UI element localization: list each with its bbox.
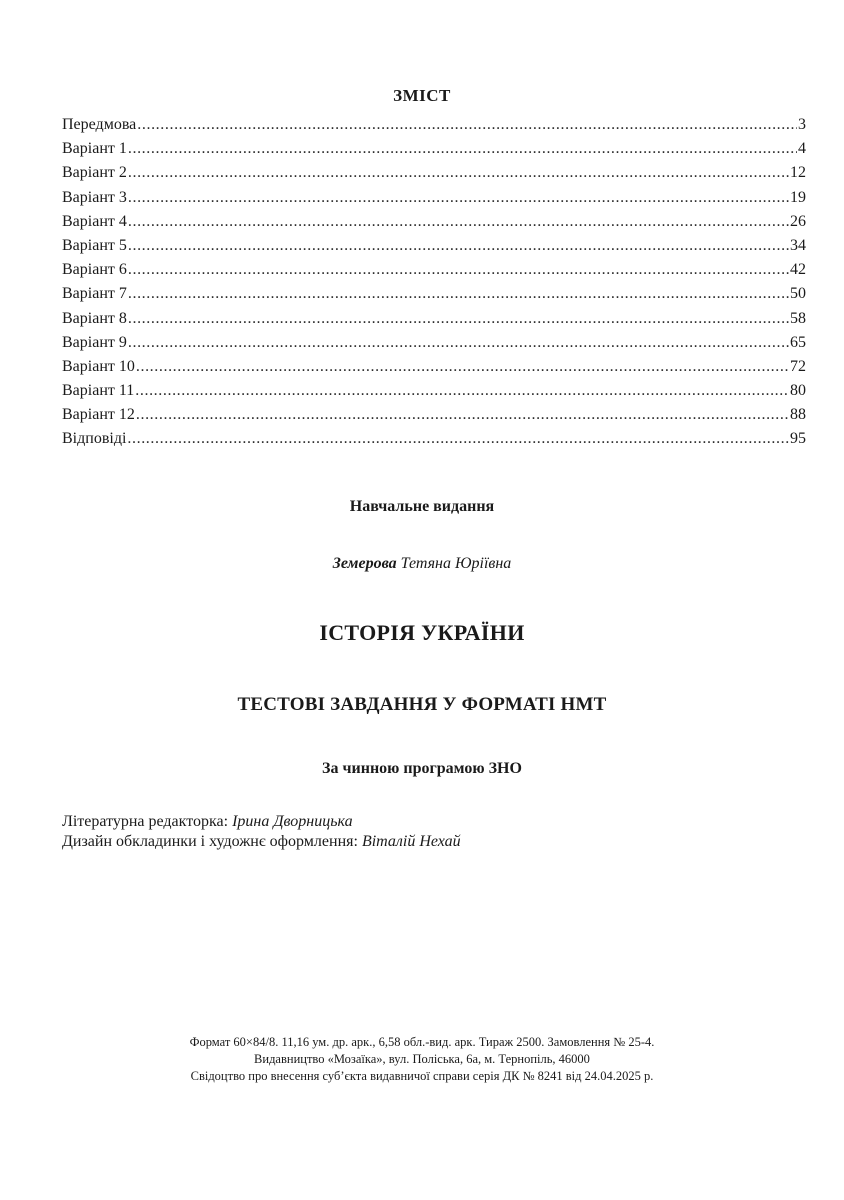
toc-title: ЗМІСТ <box>393 86 451 105</box>
toc-entry-label: Варіант 2 <box>62 164 127 182</box>
toc-entry-page: 58 <box>790 309 806 327</box>
toc-entry <box>62 258 806 282</box>
imprint-format-line: Формат 60×84/8. 11,16 ум. др. арк., 6,58 обл.-вид. арк. Тираж 2500. Замовлення № 25-4. <box>189 1035 655 1049</box>
author-given-name: Тетяна Юріївна <box>400 555 512 572</box>
toc-entry <box>62 427 806 451</box>
toc-entry-label: Варіант 3 <box>62 188 127 206</box>
imprint-block <box>0 1034 844 1085</box>
toc-entry-page: 4 <box>798 140 806 158</box>
toc-entry-label: Варіант 12 <box>62 406 135 424</box>
toc-entry-label: Відповіді <box>62 430 127 448</box>
toc-entry-page: 95 <box>790 430 806 448</box>
toc-entry-label: Передмова <box>62 116 137 133</box>
toc-entry <box>62 234 806 258</box>
toc-entry <box>62 137 806 161</box>
toc-entry-page: 19 <box>790 188 806 206</box>
toc-entry-label: Варіант 5 <box>62 236 127 254</box>
toc-entry <box>62 403 806 427</box>
designer-name: Віталій Нехай <box>361 833 461 850</box>
toc-leader-dots <box>128 282 789 306</box>
designer-credit <box>62 832 461 852</box>
book-subtitle: ТЕСТОВІ ЗАВДАННЯ У ФОРМАТІ НМТ <box>237 694 607 715</box>
toc-entry-page: 26 <box>790 212 806 230</box>
toc-entry-label: Варіант 9 <box>62 333 127 351</box>
toc-leader-dots <box>128 307 789 331</box>
author-surname: Земерова <box>332 555 397 572</box>
toc-entry-page: 12 <box>790 164 806 182</box>
toc-entry-page: 80 <box>790 382 806 400</box>
table-of-contents <box>62 113 806 452</box>
imprint-publisher-line: Видавництво «Мозаїка», вул. Поліська, 6а, м. Тернопіль, 46000 <box>254 1052 590 1066</box>
toc-entry-page: 65 <box>790 333 806 351</box>
toc-entry-page: 50 <box>790 285 806 303</box>
toc-entry <box>62 210 806 234</box>
imprint-certificate-line: Свідоцтво про внесення суб’єкта видавничої справи серія ДК № 8241 від 24.04.2025 р. <box>190 1069 654 1083</box>
toc-leader-dots <box>128 258 789 282</box>
toc-entry-label: Варіант 10 <box>62 357 135 375</box>
toc-entry-label: Варіант 8 <box>62 309 127 327</box>
toc-entry-page: 88 <box>790 406 806 424</box>
editor-role: Літературна редакторка: <box>62 813 229 830</box>
program-note: За чинною програмою ЗНО <box>322 760 522 777</box>
toc-entry <box>62 186 806 210</box>
author-line <box>0 555 844 573</box>
toc-leader-dots <box>128 234 789 258</box>
toc-leader-dots <box>128 137 797 161</box>
toc-entry <box>62 355 806 379</box>
toc-leader-dots <box>136 355 789 379</box>
toc-leader-dots <box>137 113 797 137</box>
toc-leader-dots <box>128 161 789 185</box>
toc-entry <box>62 282 806 306</box>
toc-entry-label: Варіант 4 <box>62 212 127 230</box>
toc-entry <box>62 307 806 331</box>
editor-credit <box>62 812 461 832</box>
toc-entry-label: Варіант 11 <box>62 382 135 400</box>
designer-role: Дизайн обкладинки і художнє оформлення: <box>62 833 358 850</box>
toc-entry <box>62 113 806 137</box>
toc-leader-dots <box>127 427 789 451</box>
toc-leader-dots <box>128 331 789 355</box>
toc-entry-page: 34 <box>790 236 806 254</box>
toc-entry-label: Варіант 7 <box>62 285 127 303</box>
toc-leader-dots <box>136 403 789 427</box>
edition-type: Навчальне видання <box>349 498 495 515</box>
toc-entry-label: Варіант 1 <box>62 140 127 158</box>
toc-entry-label: Варіант 6 <box>62 261 127 279</box>
book-title: ІСТОРІЯ УКРАЇНИ <box>319 620 525 645</box>
toc-entry <box>62 331 806 355</box>
toc-entry-page: 3 <box>798 116 806 133</box>
toc-entry <box>62 161 806 185</box>
editor-name: Ірина Дворницька <box>232 813 353 830</box>
toc-leader-dots <box>128 186 789 210</box>
toc-entry <box>62 379 806 403</box>
toc-entry-page: 42 <box>790 261 806 279</box>
credits-block <box>62 812 461 852</box>
toc-entry-page: 72 <box>790 357 806 375</box>
toc-leader-dots <box>135 379 789 403</box>
toc-leader-dots <box>128 210 789 234</box>
